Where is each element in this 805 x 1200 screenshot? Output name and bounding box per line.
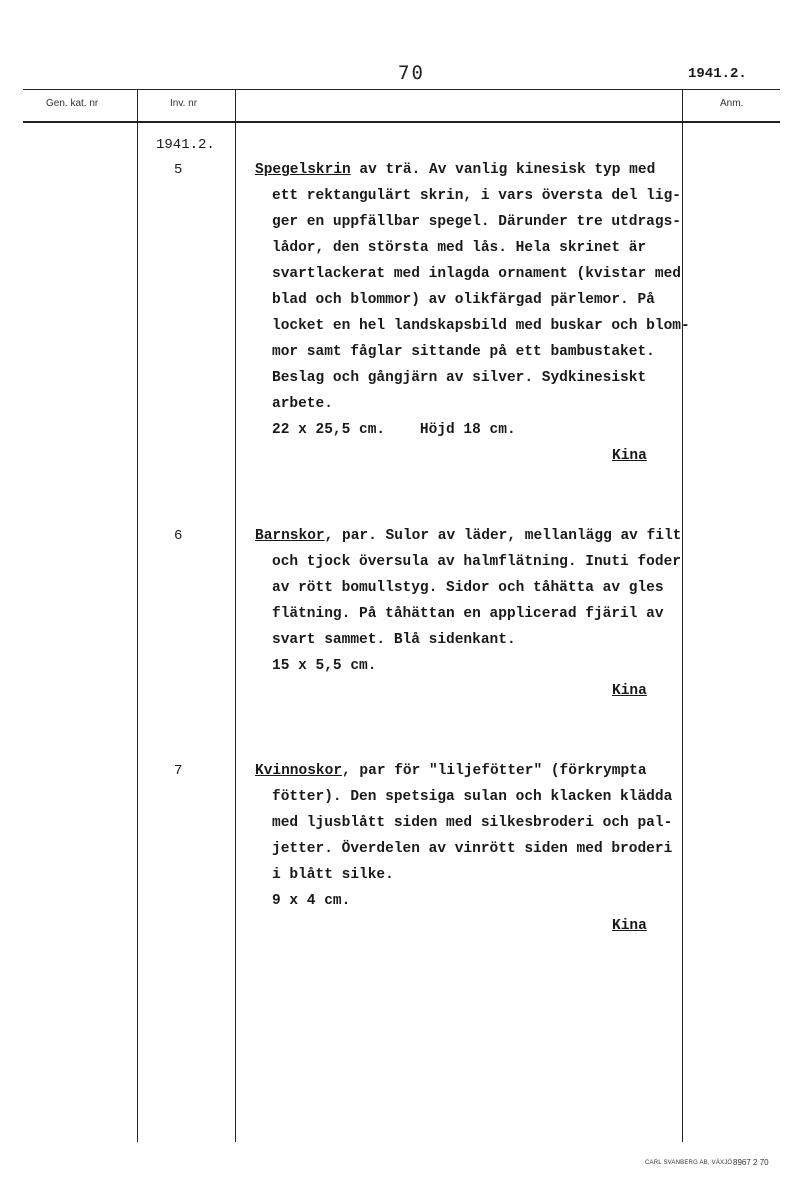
column-header-inv-nr: Inv. nr: [170, 98, 198, 109]
column-header-gen-kat-nr: Gen. kat. nr: [46, 98, 99, 109]
entry-dimensions: 15 x 5,5 cm.: [272, 658, 377, 674]
entry-text-line: i blått silke.: [272, 867, 394, 883]
entry-place: Kina: [612, 448, 647, 464]
entry-text-line: lådor, den största med lås. Hela skrinet är: [272, 240, 647, 256]
entry-title: Kvinnoskor: [255, 763, 343, 779]
entry-text-line: med ljusblått siden med silkesbroderi och pal-: [272, 815, 673, 831]
entry-text-line: av rött bomullstyg. Sidor och tåhätta av gles: [272, 580, 664, 596]
entry-dimensions: 9 x 4 cm.: [272, 893, 351, 909]
entry-text-line: blad och blommor) av olikfärgad pärlemor. På: [272, 292, 655, 308]
inv-number: 6: [174, 528, 183, 544]
entry-text-line: mor samt fåglar sittande på ett bambustaket.: [272, 344, 655, 360]
entry-place: Kina: [612, 683, 647, 699]
inv-number: 7: [174, 763, 183, 779]
entry-place: Kina: [612, 918, 647, 934]
entry-text-line: fötter). Den spetsiga sulan och klacken klädda: [272, 789, 673, 805]
entry-title: Barnskor: [255, 528, 325, 544]
entry-text-line: jetter. Överdelen av vinrött siden med broderi: [272, 841, 673, 857]
entry-dimensions: 22 x 25,5 cm. Höjd 18 cm.: [272, 422, 516, 438]
entry-first-line: Kvinnoskor, par för "liljefötter" (förkrympta: [255, 763, 647, 779]
form-code: 8967 2 70: [733, 1158, 769, 1167]
entry-text-line: locket en hel landskapsbild med buskar och blom-: [272, 318, 690, 334]
column-divider-gen: [137, 89, 138, 1142]
entry-text-line: ger en uppfällbar spegel. Därunder tre utdrags-: [272, 214, 681, 230]
entry-text-line: svartlackerat med inlagda ornament (kvistar med: [272, 266, 681, 282]
catalog-entry: [255, 523, 685, 679]
entry-text-line: ett rektangulärt skrin, i vars översta del lig-: [272, 188, 681, 204]
inv-year: 1941.2.: [156, 137, 215, 153]
entry-text-line: flätning. På tåhättan en applicerad fjäril av: [272, 606, 664, 622]
catalog-entry: [255, 758, 685, 914]
entry-text-line: arbete.: [272, 396, 333, 412]
catalog-entry: [255, 157, 690, 443]
entry-text-line: och tjock översula av halmflätning. Inuti foder: [272, 554, 681, 570]
entry-first-line: Spegelskrin av trä. Av vanlig kinesisk typ med: [255, 162, 656, 178]
entry-first-line: Barnskor, par. Sulor av läder, mellanlägg av filt: [255, 528, 682, 544]
page-number: 70: [398, 62, 425, 84]
entry-text-line: Beslag och gångjärn av silver. Sydkinesiskt: [272, 370, 647, 386]
entry-text-line: svart sammet. Blå sidenkant.: [272, 632, 516, 648]
header-year: 1941.2.: [688, 66, 747, 82]
entry-title: Spegelskrin: [255, 162, 351, 178]
column-header-anm: Anm.: [720, 98, 744, 109]
column-divider-inv: [235, 89, 236, 1142]
printer-imprint: CARL SVANBERG AB, VÄXJÖ: [645, 1160, 733, 1166]
inv-number: 5: [174, 162, 183, 178]
